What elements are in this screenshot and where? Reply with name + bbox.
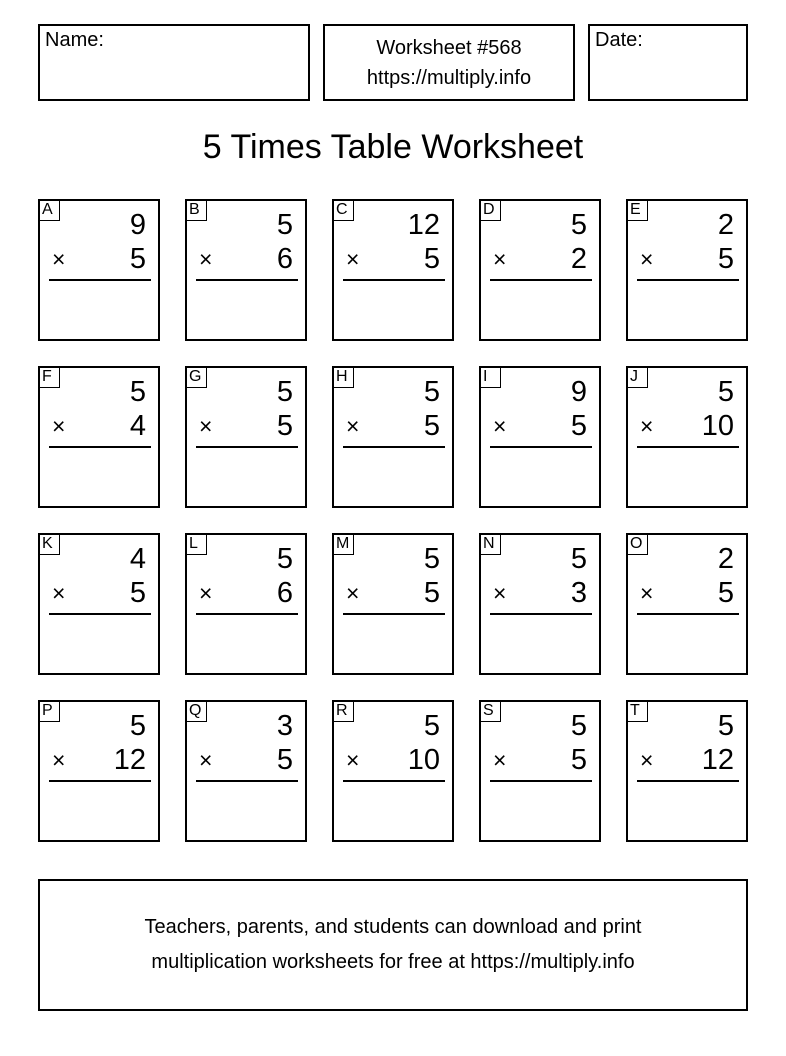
problem-letter: N <box>479 533 501 555</box>
multiplier: 5 <box>276 410 293 442</box>
multiplier: 5 <box>570 744 587 776</box>
multiplier: 4 <box>129 410 146 442</box>
answer-line <box>637 279 739 281</box>
multiplicand: 5 <box>570 710 587 742</box>
answer-line <box>637 613 739 615</box>
problem-letter: S <box>479 700 501 722</box>
multiplier: 5 <box>423 243 440 275</box>
answer-line <box>637 446 739 448</box>
problem-letter: M <box>332 533 354 555</box>
problem-letter: H <box>332 366 354 388</box>
multiplier: 2 <box>570 243 587 275</box>
problem-card <box>479 199 601 341</box>
answer-line <box>49 613 151 615</box>
answer-line <box>196 780 298 782</box>
multiplier: 5 <box>129 577 146 609</box>
multiplier: 5 <box>129 243 146 275</box>
answer-line <box>196 279 298 281</box>
problem-card <box>626 199 748 341</box>
times-sign: × <box>199 246 213 272</box>
times-sign: × <box>52 413 66 439</box>
multiplier: 12 <box>701 744 734 776</box>
multiplicand: 5 <box>717 710 734 742</box>
multiplicand: 5 <box>717 376 734 408</box>
problem-letter: G <box>185 366 207 388</box>
multiplier: 10 <box>701 410 734 442</box>
problem-letter: J <box>626 366 648 388</box>
problem-letter: D <box>479 199 501 221</box>
answer-line <box>196 446 298 448</box>
multiplicand: 12 <box>407 209 440 241</box>
problem-card <box>626 366 748 508</box>
problem-card <box>479 533 601 675</box>
answer-line <box>343 613 445 615</box>
problem-letter: F <box>38 366 60 388</box>
problem-letter: O <box>626 533 648 555</box>
problem-letter: R <box>332 700 354 722</box>
multiplier: 10 <box>407 744 440 776</box>
answer-line <box>490 279 592 281</box>
date-label: Date: <box>595 29 643 51</box>
problem-card <box>332 366 454 508</box>
answer-line <box>196 613 298 615</box>
multiplicand: 5 <box>276 376 293 408</box>
footer-box <box>38 879 748 1011</box>
times-sign: × <box>199 747 213 773</box>
problem-letter: E <box>626 199 648 221</box>
times-sign: × <box>493 747 507 773</box>
problem-grid <box>38 199 748 843</box>
answer-line <box>490 780 592 782</box>
times-sign: × <box>346 246 360 272</box>
multiplier: 5 <box>570 410 587 442</box>
multiplicand: 2 <box>717 543 734 575</box>
times-sign: × <box>199 413 213 439</box>
multiplier: 5 <box>717 243 734 275</box>
problem-letter: L <box>185 533 207 555</box>
times-sign: × <box>346 580 360 606</box>
multiplicand: 5 <box>423 543 440 575</box>
multiplicand: 5 <box>129 710 146 742</box>
problem-letter: C <box>332 199 354 221</box>
multiplier: 5 <box>423 577 440 609</box>
multiplicand: 3 <box>276 710 293 742</box>
times-sign: × <box>640 413 654 439</box>
times-sign: × <box>52 580 66 606</box>
problem-card <box>185 533 307 675</box>
multiplicand: 5 <box>129 376 146 408</box>
answer-line <box>343 279 445 281</box>
worksheet-info-box <box>323 24 575 101</box>
name-box <box>38 24 310 101</box>
problem-card <box>332 199 454 341</box>
problem-card <box>479 700 601 842</box>
multiplicand: 9 <box>570 376 587 408</box>
multiplicand: 4 <box>129 543 146 575</box>
problem-card <box>38 199 160 341</box>
times-sign: × <box>493 246 507 272</box>
problem-letter: T <box>626 700 648 722</box>
multiplicand: 5 <box>423 376 440 408</box>
times-sign: × <box>199 580 213 606</box>
answer-line <box>49 446 151 448</box>
multiplier: 5 <box>717 577 734 609</box>
problem-card <box>38 700 160 842</box>
times-sign: × <box>52 246 66 272</box>
answer-line <box>490 446 592 448</box>
answer-line <box>343 446 445 448</box>
problem-letter: K <box>38 533 60 555</box>
problem-letter: P <box>38 700 60 722</box>
problem-letter: I <box>479 366 501 388</box>
problem-card <box>185 700 307 842</box>
problem-card <box>626 533 748 675</box>
multiplier: 5 <box>276 744 293 776</box>
problem-card <box>185 366 307 508</box>
answer-line <box>49 279 151 281</box>
times-sign: × <box>640 580 654 606</box>
problem-card <box>332 533 454 675</box>
multiplier: 3 <box>570 577 587 609</box>
multiplier: 6 <box>276 577 293 609</box>
problem-card <box>38 533 160 675</box>
answer-line <box>343 780 445 782</box>
footer-line-2: multiplication worksheets for free at https://multiply.info <box>151 951 635 973</box>
multiplicand: 5 <box>423 710 440 742</box>
multiplicand: 5 <box>570 209 587 241</box>
problem-letter: Q <box>185 700 207 722</box>
name-label: Name: <box>45 29 104 51</box>
page-title: 5 Times Table Worksheet <box>202 128 584 166</box>
times-sign: × <box>346 747 360 773</box>
multiplicand: 5 <box>276 209 293 241</box>
problem-card <box>185 199 307 341</box>
multiplicand: 9 <box>129 209 146 241</box>
times-sign: × <box>640 246 654 272</box>
date-box <box>588 24 748 101</box>
multiplicand: 5 <box>570 543 587 575</box>
footer-line-1: Teachers, parents, and students can download and print <box>144 916 642 938</box>
times-sign: × <box>493 580 507 606</box>
answer-line <box>49 780 151 782</box>
problem-letter: A <box>38 199 60 221</box>
problem-card <box>479 366 601 508</box>
worksheet-url: https://multiply.info <box>366 66 532 89</box>
answer-line <box>490 613 592 615</box>
problem-card <box>332 700 454 842</box>
times-sign: × <box>52 747 66 773</box>
multiplier: 6 <box>276 243 293 275</box>
multiplicand: 5 <box>276 543 293 575</box>
times-sign: × <box>493 413 507 439</box>
problem-card <box>38 366 160 508</box>
times-sign: × <box>346 413 360 439</box>
worksheet-number: Worksheet #568 <box>376 36 522 59</box>
multiplier: 12 <box>113 744 146 776</box>
multiplicand: 2 <box>717 209 734 241</box>
problem-card <box>626 700 748 842</box>
problem-letter: B <box>185 199 207 221</box>
answer-line <box>637 780 739 782</box>
multiplier: 5 <box>423 410 440 442</box>
times-sign: × <box>640 747 654 773</box>
